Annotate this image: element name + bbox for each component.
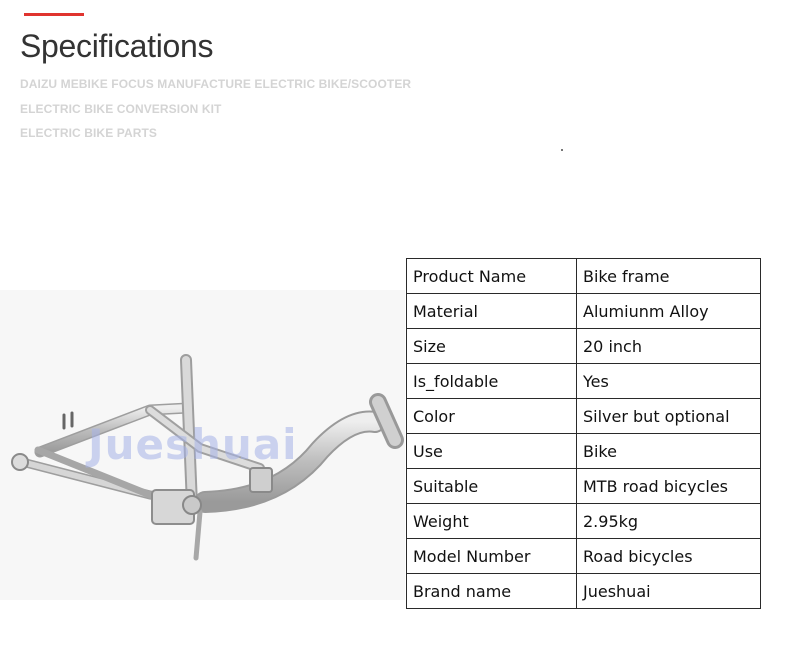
spec-value: 20 inch [577, 329, 761, 364]
spec-row [407, 539, 761, 574]
title-accent-line [24, 13, 84, 16]
spec-value: Alumiunm Alloy [577, 294, 761, 329]
spec-value: Bike [577, 434, 761, 469]
spec-row [407, 364, 761, 399]
spec-label: Suitable [407, 469, 577, 504]
spec-row [407, 294, 761, 329]
spec-label: Weight [407, 504, 577, 539]
specifications-table [406, 258, 761, 609]
spec-value: Jueshuai [577, 574, 761, 609]
subtitle-conversion-kit: ELECTRIC BIKE CONVERSION KIT [20, 102, 222, 116]
spec-label: Color [407, 399, 577, 434]
spec-label: Brand name [407, 574, 577, 609]
spec-label: Material [407, 294, 577, 329]
spec-label: Use [407, 434, 577, 469]
stray-dot [561, 149, 563, 151]
spec-value: Road bicycles [577, 539, 761, 574]
spec-row [407, 504, 761, 539]
spec-row [407, 259, 761, 294]
spec-label: Is_foldable [407, 364, 577, 399]
spec-value: Bike frame [577, 259, 761, 294]
spec-value: Silver but optional [577, 399, 761, 434]
spec-value: 2.95kg [577, 504, 761, 539]
spec-row [407, 434, 761, 469]
subtitle-manufacture: DAIZU MEBIKE FOCUS MANUFACTURE ELECTRIC BIKE/SCOOTER [20, 77, 412, 91]
spec-row [407, 574, 761, 609]
spec-label: Model Number [407, 539, 577, 574]
spec-value: MTB road bicycles [577, 469, 761, 504]
watermark-text: Jueshuai [88, 420, 298, 469]
spec-label: Product Name [407, 259, 577, 294]
spec-row [407, 329, 761, 364]
page-title: Specifications [20, 28, 214, 64]
spec-row [407, 469, 761, 504]
subtitle-bike-parts: ELECTRIC BIKE PARTS [20, 126, 158, 140]
spec-value: Yes [577, 364, 761, 399]
spec-label: Size [407, 329, 577, 364]
spec-row [407, 399, 761, 434]
